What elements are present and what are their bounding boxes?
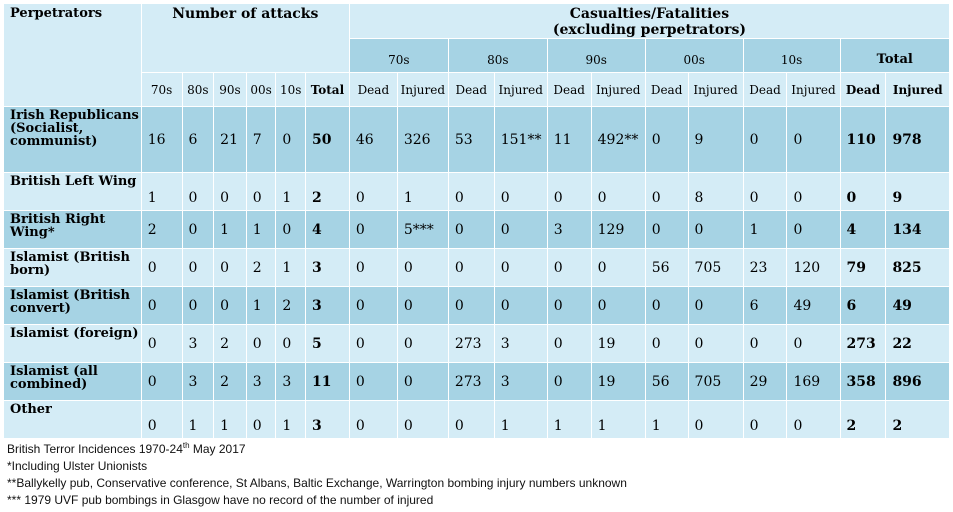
dead-00s-cell: 1 bbox=[645, 401, 688, 439]
attacks-00s-cell: 1 bbox=[246, 287, 276, 325]
dead-total-cell: 4 bbox=[840, 211, 886, 249]
footnote-double-asterisk: **Ballykelly pub, Conservative conference, St Albans, Baltic Exchange, Warrington bombing injury numbers unknown bbox=[7, 476, 627, 490]
dead-80s-cell: 0 bbox=[448, 249, 494, 287]
attacks-10s-cell: 1 bbox=[276, 249, 306, 287]
injured-70s-cell: 326 bbox=[397, 107, 448, 173]
injured-80s-cell: 0 bbox=[494, 211, 547, 249]
attacks-80s-cell: 3 bbox=[182, 363, 214, 401]
attacks-90s-cell: 2 bbox=[214, 363, 247, 401]
dead-80s-cell: 0 bbox=[448, 287, 494, 325]
dead-80s-cell: 273 bbox=[448, 325, 494, 363]
dead-70s-cell: 0 bbox=[349, 363, 397, 401]
injured-col-total: Injured bbox=[886, 73, 950, 107]
attacks-80s-cell: 3 bbox=[182, 325, 214, 363]
decade-header-10s: 10s bbox=[743, 39, 840, 73]
decade-header-90s: 90s bbox=[547, 39, 645, 73]
attacks-00s-cell: 3 bbox=[246, 363, 276, 401]
injured-col-70s: Injured bbox=[397, 73, 448, 107]
dead-total-cell: 273 bbox=[840, 325, 886, 363]
dead-70s-cell: 0 bbox=[349, 249, 397, 287]
dead-10s-cell: 0 bbox=[743, 107, 787, 173]
dead-70s-cell: 0 bbox=[349, 173, 397, 211]
attacks-70s-cell: 0 bbox=[141, 401, 182, 439]
injured-90s-cell: 1 bbox=[591, 401, 645, 439]
perpetrator-cell: Islamist (all combined) bbox=[4, 363, 142, 401]
attacks-00s-cell: 0 bbox=[246, 325, 276, 363]
dead-col-10s: Dead bbox=[743, 73, 787, 107]
injured-00s-cell: 8 bbox=[688, 173, 743, 211]
attacks-00s-cell: 0 bbox=[246, 401, 276, 439]
injured-10s-cell: 0 bbox=[787, 401, 840, 439]
injured-total-cell: 978 bbox=[886, 107, 950, 173]
injured-total-cell: 896 bbox=[886, 363, 950, 401]
attacks-90s-cell: 21 bbox=[214, 107, 247, 173]
dead-70s-cell: 46 bbox=[349, 107, 397, 173]
injured-col-80s: Injured bbox=[494, 73, 547, 107]
notes-title-start: British Terror Incidences 1970-24 bbox=[7, 442, 183, 456]
injured-00s-cell: 0 bbox=[688, 211, 743, 249]
attacks-total-cell: 5 bbox=[305, 325, 349, 363]
casualties-group-header bbox=[349, 4, 949, 39]
dead-90s-cell: 0 bbox=[547, 249, 591, 287]
dead-80s-cell: 0 bbox=[448, 211, 494, 249]
attacks-90s-cell: 1 bbox=[214, 211, 247, 249]
dead-70s-cell: 0 bbox=[349, 287, 397, 325]
injured-10s-cell: 0 bbox=[787, 107, 840, 173]
dead-00s-cell: 0 bbox=[645, 173, 688, 211]
attacks-00s-cell: 0 bbox=[246, 173, 276, 211]
header-row-sub bbox=[4, 73, 950, 107]
injured-80s-cell: 3 bbox=[494, 325, 547, 363]
injured-10s-cell: 120 bbox=[787, 249, 840, 287]
dead-total-cell: 358 bbox=[840, 363, 886, 401]
table-row bbox=[4, 287, 950, 325]
attacks-80s-cell: 0 bbox=[182, 249, 214, 287]
decade-header-70s: 70s bbox=[349, 39, 448, 73]
footnote-triple-asterisk: *** 1979 UVF pub bombings in Glasgow have no record of the number of injured bbox=[7, 493, 434, 507]
attacks-10s-cell: 1 bbox=[276, 173, 306, 211]
attacks-80s-cell: 0 bbox=[182, 211, 214, 249]
perpetrators-header: Perpetrators bbox=[4, 4, 142, 107]
perpetrator-cell: Islamist (foreign) bbox=[4, 325, 142, 363]
injured-10s-cell: 0 bbox=[787, 211, 840, 249]
attacks-10s-cell: 0 bbox=[276, 211, 306, 249]
footnote-single-asterisk: *Including Ulster Unionists bbox=[7, 459, 148, 473]
notes-title-end: May 2017 bbox=[189, 442, 246, 456]
attacks-total-cell: 3 bbox=[305, 401, 349, 439]
dead-10s-cell: 1 bbox=[743, 211, 787, 249]
dead-90s-cell: 0 bbox=[547, 173, 591, 211]
injured-80s-cell: 0 bbox=[494, 287, 547, 325]
dead-90s-cell: 0 bbox=[547, 287, 591, 325]
decade-header-00s: 00s bbox=[645, 39, 743, 73]
injured-90s-cell: 129 bbox=[591, 211, 645, 249]
attacks-total-cell: 11 bbox=[305, 363, 349, 401]
attacks-90s-cell: 0 bbox=[214, 249, 247, 287]
attacks-80s-cell: 6 bbox=[182, 107, 214, 173]
injured-80s-cell: 3 bbox=[494, 363, 547, 401]
perpetrator-cell: Islamist (British convert) bbox=[4, 287, 142, 325]
dead-10s-cell: 0 bbox=[743, 401, 787, 439]
dead-00s-cell: 0 bbox=[645, 325, 688, 363]
injured-total-cell: 22 bbox=[886, 325, 950, 363]
dead-70s-cell: 0 bbox=[349, 325, 397, 363]
attacks-col-10s: 10s bbox=[276, 73, 306, 107]
attacks-00s-cell: 1 bbox=[246, 211, 276, 249]
table-row bbox=[4, 211, 950, 249]
injured-total-cell: 49 bbox=[886, 287, 950, 325]
dead-00s-cell: 56 bbox=[645, 363, 688, 401]
table-row bbox=[4, 325, 950, 363]
attacks-col-90s: 90s bbox=[214, 73, 247, 107]
attacks-90s-cell: 0 bbox=[214, 173, 247, 211]
attacks-col-80s: 80s bbox=[182, 73, 214, 107]
injured-90s-cell: 19 bbox=[591, 325, 645, 363]
dead-10s-cell: 23 bbox=[743, 249, 787, 287]
injured-total-cell: 2 bbox=[886, 401, 950, 439]
injured-col-10s: Injured bbox=[787, 73, 840, 107]
injured-10s-cell: 169 bbox=[787, 363, 840, 401]
injured-col-90s: Injured bbox=[591, 73, 645, 107]
injured-10s-cell: 0 bbox=[787, 173, 840, 211]
table-row bbox=[4, 107, 950, 173]
dead-col-total: Dead bbox=[840, 73, 886, 107]
dead-70s-cell: 0 bbox=[349, 401, 397, 439]
notes-title bbox=[7, 441, 950, 458]
attacks-70s-cell: 0 bbox=[141, 249, 182, 287]
dead-col-70s: Dead bbox=[349, 73, 397, 107]
dead-90s-cell: 3 bbox=[547, 211, 591, 249]
dead-10s-cell: 29 bbox=[743, 363, 787, 401]
attacks-70s-cell: 2 bbox=[141, 211, 182, 249]
injured-00s-cell: 0 bbox=[688, 401, 743, 439]
dead-70s-cell: 0 bbox=[349, 211, 397, 249]
attacks-col-70s: 70s bbox=[141, 73, 182, 107]
dead-00s-cell: 56 bbox=[645, 249, 688, 287]
decade-header-total: Total bbox=[840, 39, 949, 73]
attacks-00s-cell: 7 bbox=[246, 107, 276, 173]
attacks-80s-cell: 0 bbox=[182, 287, 214, 325]
attacks-70s-cell: 16 bbox=[141, 107, 182, 173]
dead-10s-cell: 6 bbox=[743, 287, 787, 325]
injured-total-cell: 825 bbox=[886, 249, 950, 287]
attacks-90s-cell: 1 bbox=[214, 401, 247, 439]
attacks-10s-cell: 2 bbox=[276, 287, 306, 325]
dead-col-80s: Dead bbox=[448, 73, 494, 107]
injured-00s-cell: 0 bbox=[688, 325, 743, 363]
header-row-top bbox=[4, 4, 950, 39]
terror-incidence-table-wrapper bbox=[3, 3, 950, 509]
injured-80s-cell: 0 bbox=[494, 173, 547, 211]
attacks-80s-cell: 1 bbox=[182, 401, 214, 439]
attacks-total-cell: 3 bbox=[305, 249, 349, 287]
dead-00s-cell: 0 bbox=[645, 211, 688, 249]
attacks-10s-cell: 1 bbox=[276, 401, 306, 439]
injured-70s-cell: 0 bbox=[397, 249, 448, 287]
injured-00s-cell: 0 bbox=[688, 287, 743, 325]
dead-00s-cell: 0 bbox=[645, 107, 688, 173]
injured-90s-cell: 492** bbox=[591, 107, 645, 173]
injured-80s-cell: 1 bbox=[494, 401, 547, 439]
injured-10s-cell: 49 bbox=[787, 287, 840, 325]
attacks-10s-cell: 0 bbox=[276, 325, 306, 363]
attacks-70s-cell: 0 bbox=[141, 287, 182, 325]
attacks-total-cell: 4 bbox=[305, 211, 349, 249]
dead-col-00s: Dead bbox=[645, 73, 688, 107]
dead-00s-cell: 0 bbox=[645, 287, 688, 325]
attacks-col-total: Total bbox=[305, 73, 349, 107]
perpetrator-cell: British Left Wing bbox=[4, 173, 142, 211]
dead-90s-cell: 0 bbox=[547, 363, 591, 401]
table-row bbox=[4, 363, 950, 401]
injured-90s-cell: 0 bbox=[591, 173, 645, 211]
injured-00s-cell: 705 bbox=[688, 363, 743, 401]
injured-00s-cell: 705 bbox=[688, 249, 743, 287]
perpetrator-cell: Other bbox=[4, 401, 142, 439]
attacks-70s-cell: 0 bbox=[141, 363, 182, 401]
dead-total-cell: 6 bbox=[840, 287, 886, 325]
attacks-90s-cell: 2 bbox=[214, 325, 247, 363]
perpetrator-cell: Islamist (British born) bbox=[4, 249, 142, 287]
terror-incidence-table bbox=[3, 3, 950, 439]
table-row bbox=[4, 173, 950, 211]
attacks-70s-cell: 1 bbox=[141, 173, 182, 211]
table-row bbox=[4, 249, 950, 287]
casualties-subtitle: (excluding perpetrators) bbox=[552, 22, 747, 38]
attacks-total-cell: 3 bbox=[305, 287, 349, 325]
injured-total-cell: 134 bbox=[886, 211, 950, 249]
injured-70s-cell: 0 bbox=[397, 401, 448, 439]
injured-80s-cell: 0 bbox=[494, 249, 547, 287]
attacks-10s-cell: 3 bbox=[276, 363, 306, 401]
table-row bbox=[4, 401, 950, 439]
attacks-80s-cell: 0 bbox=[182, 173, 214, 211]
dead-10s-cell: 0 bbox=[743, 173, 787, 211]
dead-total-cell: 110 bbox=[840, 107, 886, 173]
dead-80s-cell: 53 bbox=[448, 107, 494, 173]
attacks-group-header: Number of attacks bbox=[141, 4, 349, 73]
casualties-title: Casualties/Fatalities bbox=[569, 6, 730, 22]
dead-total-cell: 2 bbox=[840, 401, 886, 439]
injured-total-cell: 9 bbox=[886, 173, 950, 211]
attacks-total-cell: 50 bbox=[305, 107, 349, 173]
injured-70s-cell: 5*** bbox=[397, 211, 448, 249]
injured-00s-cell: 9 bbox=[688, 107, 743, 173]
attacks-col-00s: 00s bbox=[246, 73, 276, 107]
injured-90s-cell: 19 bbox=[591, 363, 645, 401]
injured-70s-cell: 1 bbox=[397, 173, 448, 211]
dead-90s-cell: 0 bbox=[547, 325, 591, 363]
injured-col-00s: Injured bbox=[688, 73, 743, 107]
dead-col-90s: Dead bbox=[547, 73, 591, 107]
attacks-70s-cell: 0 bbox=[141, 325, 182, 363]
attacks-10s-cell: 0 bbox=[276, 107, 306, 173]
dead-80s-cell: 0 bbox=[448, 401, 494, 439]
dead-90s-cell: 1 bbox=[547, 401, 591, 439]
table-notes bbox=[3, 439, 950, 509]
injured-10s-cell: 0 bbox=[787, 325, 840, 363]
attacks-00s-cell: 2 bbox=[246, 249, 276, 287]
attacks-total-cell: 2 bbox=[305, 173, 349, 211]
dead-10s-cell: 0 bbox=[743, 325, 787, 363]
decade-header-80s: 80s bbox=[448, 39, 547, 73]
dead-90s-cell: 11 bbox=[547, 107, 591, 173]
injured-70s-cell: 0 bbox=[397, 325, 448, 363]
notes-title-superscript: th bbox=[182, 441, 190, 450]
injured-70s-cell: 0 bbox=[397, 287, 448, 325]
perpetrator-cell: Irish Republicans (Socialist, communist) bbox=[4, 107, 142, 173]
dead-total-cell: 0 bbox=[840, 173, 886, 211]
injured-80s-cell: 151** bbox=[494, 107, 547, 173]
perpetrator-cell: British Right Wing* bbox=[4, 211, 142, 249]
attacks-90s-cell: 0 bbox=[214, 287, 247, 325]
dead-80s-cell: 0 bbox=[448, 173, 494, 211]
dead-total-cell: 79 bbox=[840, 249, 886, 287]
injured-90s-cell: 0 bbox=[591, 249, 645, 287]
injured-90s-cell: 0 bbox=[591, 287, 645, 325]
dead-80s-cell: 273 bbox=[448, 363, 494, 401]
injured-70s-cell: 0 bbox=[397, 363, 448, 401]
